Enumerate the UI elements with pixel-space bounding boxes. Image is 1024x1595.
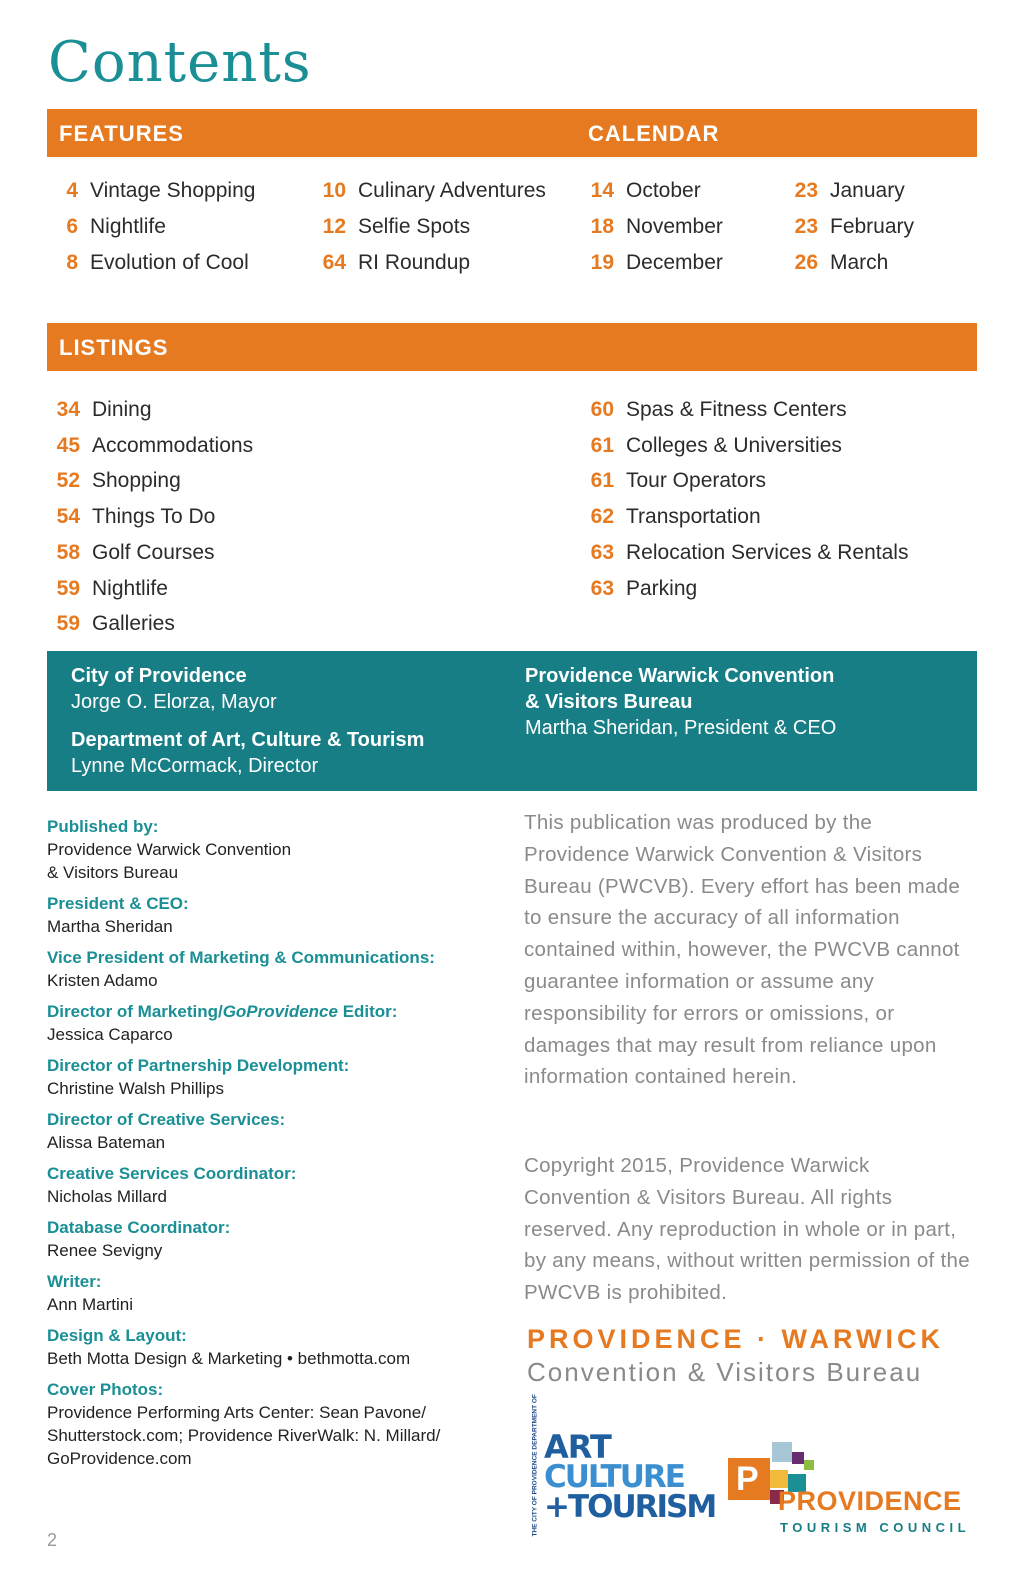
credit-group <box>47 1270 497 1316</box>
officials-box <box>47 651 977 791</box>
credit-group <box>47 1054 497 1100</box>
credit-value: Christine Walsh Phillips <box>47 1079 224 1098</box>
toc-entry-label: Shopping <box>92 469 181 493</box>
staff-credits <box>47 815 497 1478</box>
toc-entry-label: RI Roundup <box>358 251 471 274</box>
page-number: 2 <box>47 1530 58 1550</box>
toc-entry-label: February <box>830 215 915 238</box>
toc-entry <box>48 248 249 278</box>
toc-entry-label: Vintage Shopping <box>90 179 256 202</box>
toc-page-number: 54 <box>56 505 80 529</box>
toc-page-number: 19 <box>590 251 614 274</box>
listings-heading: LISTINGS <box>59 335 169 360</box>
toc-entry <box>574 248 723 278</box>
credit-label-part: Director of Marketing/ <box>47 1002 223 1021</box>
dept-official: Lynne McCormack, Director <box>71 755 319 777</box>
credit-group <box>47 1162 497 1208</box>
credit-group <box>47 946 497 992</box>
ptc-name: PROVIDENCE <box>778 1486 962 1516</box>
toc-page-number: 61 <box>590 433 614 457</box>
pwcvb-logo-bottom: Convention & Visitors Bureau <box>527 1357 923 1387</box>
features-heading: FEATURES <box>59 121 184 146</box>
credit-label: Vice President of Marketing & Communications: <box>47 948 435 967</box>
toc-entry-label: Spas & Fitness Centers <box>626 398 847 421</box>
toc-entry <box>574 176 701 206</box>
disclaimer-text: This publication was produced by the Providence Warwick Convention & Visitors Bureau (PWCVB). Every effort has been made to ensure the accuracy of all information contained within, however, the PWCVB cannot guarantee information or assume any responsibility for errors or omissions, or damages that may result from reliance upon information contained herein. <box>524 811 961 1089</box>
credit-group <box>47 1216 497 1262</box>
toc-page-number: 12 <box>322 215 346 238</box>
credit-value: Renee Sevigny <box>47 1241 163 1260</box>
page-title: Contents <box>48 30 312 95</box>
toc-entry <box>40 502 215 532</box>
toc-entry <box>778 248 888 278</box>
credit-value: Shutterstock.com; Providence RiverWalk: N. Millard/ <box>47 1426 441 1445</box>
toc-entry <box>574 431 842 461</box>
toc-page-number: 59 <box>56 612 80 636</box>
toc-entry <box>574 574 697 604</box>
providence-tourism-council-logo <box>728 1440 978 1540</box>
toc-page-number: 60 <box>590 398 614 421</box>
toc-page-number: 62 <box>590 505 614 529</box>
toc-entry <box>778 212 914 242</box>
toc-entry <box>306 212 470 242</box>
toc-entry-label: Golf Courses <box>92 540 215 564</box>
credit-value: & Visitors Bureau <box>47 863 179 882</box>
copyright-text: Copyright 2015, Providence Warwick Convention & Visitors Bureau. All rights reserved. Any reproduction in whole or in part, by any means, without written permission of the PWCVB is prohibited. <box>524 1154 970 1305</box>
toc-entry <box>306 248 470 278</box>
listings-header <box>47 323 977 371</box>
bureau-heading-2: & Visitors Bureau <box>525 691 693 713</box>
toc-entry-label: Culinary Adventures <box>358 179 546 202</box>
credit-label-italic: GoProvidence <box>222 1002 338 1021</box>
credit-value: Providence Performing Arts Center: Sean Pavone/ <box>47 1403 426 1422</box>
credit-value: Kristen Adamo <box>47 971 158 990</box>
toc-page-number: 18 <box>590 215 614 238</box>
toc-entry-label: January <box>830 179 905 202</box>
toc-entry <box>40 395 152 425</box>
credit-group <box>47 1108 497 1154</box>
credit-group <box>47 815 497 884</box>
toc-entry <box>40 538 215 568</box>
toc-entry-label: Colleges & Universities <box>626 433 842 457</box>
toc-entry-label: Dining <box>92 398 152 421</box>
toc-entry-label: October <box>626 179 701 202</box>
credit-group <box>47 1324 497 1370</box>
toc-entry-label: November <box>626 215 723 238</box>
toc-entry-label: March <box>830 251 889 274</box>
dept-heading: Department of Art, Culture & Tourism <box>71 729 425 751</box>
toc-page-number: 6 <box>66 215 78 238</box>
toc-entry <box>574 212 723 242</box>
credit-value: Providence Warwick Convention <box>47 840 292 859</box>
ptc-letter: P <box>736 1460 759 1498</box>
credit-value: Nicholas Millard <box>47 1187 167 1206</box>
credit-value: Ann Martini <box>47 1295 133 1314</box>
calendar-heading: CALENDAR <box>588 121 720 146</box>
toc-page-number: 63 <box>590 576 614 600</box>
credit-label: President & CEO: <box>47 894 189 913</box>
credit-label: Writer: <box>47 1272 102 1291</box>
toc-entry-label: Parking <box>626 576 698 600</box>
credit-group <box>47 1000 497 1046</box>
credit-group <box>47 892 497 938</box>
credit-value: Alissa Bateman <box>47 1133 166 1152</box>
toc-entry <box>40 574 168 604</box>
credit-value: Beth Motta Design & Marketing • bethmotta.com <box>47 1349 411 1368</box>
toc-entry-label: Accommodations <box>92 433 254 457</box>
toc-entry-label: Galleries <box>92 612 175 636</box>
art-logo-line1: ART <box>544 1428 611 1466</box>
toc-entry <box>40 466 181 496</box>
toc-page-number: 59 <box>56 576 80 600</box>
toc-page-number: 4 <box>66 179 78 202</box>
toc-page-number: 14 <box>590 179 614 202</box>
toc-page-number: 52 <box>56 469 80 493</box>
credit-value: GoProvidence.com <box>47 1449 192 1468</box>
toc-entry-label: Transportation <box>626 505 761 529</box>
toc-entry-label: Evolution of Cool <box>90 251 249 274</box>
toc-page-number: 10 <box>322 179 346 202</box>
toc-entry-label: Things To Do <box>92 505 216 529</box>
credit-label <box>47 1000 497 1023</box>
toc-page-number: 63 <box>590 540 614 564</box>
toc-entry <box>40 431 253 461</box>
toc-page-number: 58 <box>56 540 80 564</box>
toc-entry-label: December <box>626 251 723 274</box>
toc-page-number: 23 <box>794 179 818 202</box>
toc-page-number: 8 <box>66 251 78 274</box>
toc-page-number: 26 <box>794 251 818 274</box>
bureau-official: Martha Sheridan, President & CEO <box>525 717 837 739</box>
toc-page-number: 61 <box>590 469 614 493</box>
credit-label: Director of Creative Services: <box>47 1110 286 1129</box>
toc-entry <box>574 538 908 568</box>
credit-label: Published by: <box>47 817 159 836</box>
art-logo-line2: CULTURE <box>544 1459 684 1495</box>
ptc-sub: TOURISM COUNCIL <box>780 1520 971 1535</box>
credit-label: Creative Services Coordinator: <box>47 1164 297 1183</box>
toc-entry <box>574 502 761 532</box>
credit-value: Martha Sheridan <box>47 917 173 936</box>
toc-page-number: 64 <box>322 251 346 274</box>
art-culture-tourism-logo <box>522 1394 716 1546</box>
credit-group <box>47 1378 497 1470</box>
credit-label: Design & Layout: <box>47 1326 187 1345</box>
toc-entry-label: Nightlife <box>90 215 166 238</box>
toc-page-number: 23 <box>794 215 818 238</box>
credit-label: Director of Partnership Development: <box>47 1056 350 1075</box>
toc-entry-label: Nightlife <box>92 576 168 600</box>
credit-label-part: Editor: <box>337 1002 398 1021</box>
toc-entry <box>40 609 175 639</box>
art-logo-side-text: THE CITY OF PROVIDENCE DEPARTMENT OF <box>531 1394 539 1537</box>
credit-label: Database Coordinator: <box>47 1218 231 1237</box>
city-heading: City of Providence <box>71 665 247 687</box>
toc-entry <box>48 176 255 206</box>
toc-page-number: 45 <box>56 433 80 457</box>
city-official: Jorge O. Elorza, Mayor <box>71 691 277 713</box>
toc-entry <box>778 176 905 206</box>
toc-entry <box>574 466 766 496</box>
toc-entry <box>574 395 847 425</box>
bureau-heading-1: Providence Warwick Convention <box>525 665 835 687</box>
credit-label: Cover Photos: <box>47 1380 164 1399</box>
toc-entry <box>48 212 166 242</box>
toc-entry-label: Selfie Spots <box>358 215 471 238</box>
pwcvb-logo-top: PROVIDENCE · WARWICK <box>527 1324 945 1354</box>
toc-entry-label: Relocation Services & Rentals <box>626 540 909 564</box>
toc-entry <box>306 176 546 206</box>
pwcvb-logo <box>527 1324 944 1388</box>
toc-entry-label: Tour Operators <box>626 469 767 493</box>
features-calendar-header <box>47 109 977 157</box>
credit-value: Jessica Caparco <box>47 1025 173 1044</box>
art-logo-line3: +TOURISM <box>544 1489 716 1525</box>
toc-page-number: 34 <box>56 398 80 421</box>
